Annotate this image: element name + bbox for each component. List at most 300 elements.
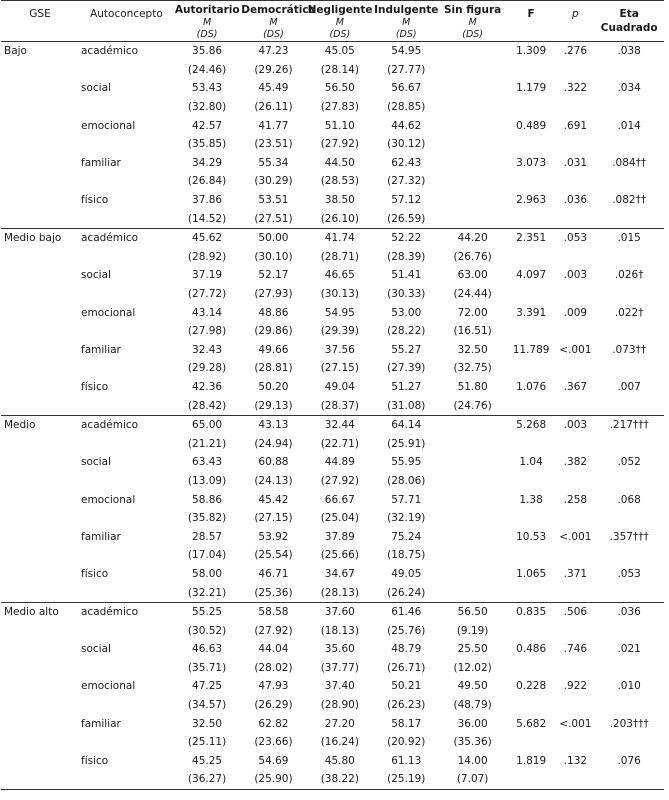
table-row-sd (1, 285, 664, 304)
autoconcepto-cell: académico (79, 228, 174, 247)
mean-cell: 55.27 (391, 343, 422, 356)
autoconcepto-cell: familiar (81, 343, 121, 356)
gse-cell (1, 378, 79, 397)
f-cell-empty (506, 733, 557, 752)
mean-cell: 37.40 (324, 680, 355, 693)
eta-cell-empty (594, 172, 664, 191)
mean-cell: 27.20 (324, 717, 355, 730)
mean-cell: 37.86 (192, 194, 223, 207)
mean-cell: 45.05 (307, 42, 373, 61)
sd-cell: (28.71) (320, 250, 359, 263)
mean-cell (439, 191, 505, 210)
sd-cell: (31.08) (373, 396, 439, 415)
f-cell-empty (506, 322, 557, 341)
sd-cell (439, 472, 505, 491)
mean-cell: 55.95 (391, 456, 422, 469)
table-row-sd (1, 696, 664, 715)
table-row (1, 42, 664, 61)
table-row (1, 116, 664, 135)
table-row (1, 453, 664, 472)
eta-cell: .021 (617, 643, 641, 656)
eta-cell: .010 (617, 680, 641, 693)
sd-cell: (27.32) (387, 175, 426, 188)
sd-cell: (28.02) (254, 661, 293, 674)
gse-cell (1, 154, 79, 173)
sd-cell: (18.75) (387, 549, 426, 562)
eta-cell-empty (594, 359, 664, 378)
f-cell-empty (506, 509, 557, 528)
mean-cell: 55.34 (258, 156, 289, 169)
autoconcepto-cell: social (81, 269, 111, 282)
sd-cell: (27.51) (240, 209, 306, 228)
mean-cell: 65.00 (174, 415, 240, 434)
sd-cell: (24.13) (254, 474, 293, 487)
table-row-sd (1, 172, 664, 191)
sd-cell: (32.19) (387, 512, 426, 525)
gse-cell-empty (1, 285, 79, 304)
autoconcepto-cell-empty (79, 472, 174, 491)
gse-cell-empty (1, 172, 79, 191)
sd-cell: (26.29) (254, 699, 293, 712)
sd-cell: (23.66) (254, 736, 293, 749)
mean-cell (439, 453, 505, 472)
f-cell: 3.391 (516, 306, 547, 319)
gse-cell: Medio (1, 415, 79, 434)
mean-cell (439, 415, 505, 434)
mean-cell: 62.82 (258, 717, 289, 730)
mean-cell: 37.56 (324, 343, 355, 356)
table-row (1, 341, 664, 360)
f-cell: 1.38 (519, 493, 543, 506)
gse-cell-empty (1, 135, 79, 154)
eta-cell-empty (594, 322, 664, 341)
sd-cell: (28.06) (387, 474, 426, 487)
mean-cell (439, 565, 505, 584)
f-cell: 2.351 (506, 228, 557, 247)
sd-cell: (25.66) (320, 549, 359, 562)
eta-cell: .007 (617, 380, 641, 393)
mean-cell (439, 79, 505, 98)
autoconcepto-cell: académico (79, 602, 174, 621)
sd-cell: (25.91) (387, 437, 426, 450)
sd-cell: (29.86) (254, 325, 293, 338)
mean-cell: 43.13 (240, 415, 306, 434)
mean-cell: 44.20 (439, 228, 505, 247)
sd-cell: (28.85) (387, 101, 426, 114)
eta-cell: .073†† (612, 343, 647, 356)
table-row-sd (1, 434, 664, 453)
p-cell: .371 (563, 567, 588, 580)
gse-cell (1, 341, 79, 360)
autoconcepto-cell: académico (79, 415, 174, 434)
sd-cell: (35.85) (187, 138, 227, 151)
gse-cell (1, 490, 79, 509)
f-cell: 1.819 (516, 754, 547, 767)
table-row-sd (1, 733, 664, 752)
sd-cell: (25.90) (240, 770, 306, 789)
gse-cell-empty (1, 583, 79, 602)
mean-cell: 50.20 (258, 380, 289, 393)
gse-cell (1, 116, 79, 135)
f-cell-empty (506, 434, 557, 453)
mean-cell: 54.69 (258, 754, 289, 767)
sd-cell: (27.83) (320, 101, 359, 114)
p-cell: .053 (556, 228, 594, 247)
sd-cell: (29.39) (320, 325, 359, 338)
table-row (1, 303, 664, 322)
mean-cell: 32.50 (457, 343, 488, 356)
p-cell-empty (556, 135, 594, 154)
sd-cell: (28.14) (320, 63, 359, 76)
mean-cell: 57.12 (391, 194, 422, 207)
mean-cell: 34.67 (324, 567, 355, 580)
autoconcepto-cell-empty (79, 583, 174, 602)
eta-cell-empty (594, 696, 664, 715)
eta-cell: .203††† (609, 717, 649, 730)
sd-cell: (26.71) (387, 661, 426, 674)
gse-cell-empty (1, 621, 79, 640)
mean-cell: 49.04 (324, 380, 355, 393)
f-cell: 2.963 (516, 194, 547, 207)
eta-cell-empty (594, 472, 664, 491)
autoconcepto-cell: académico (79, 42, 174, 61)
p-cell: .009 (563, 306, 588, 319)
sd-cell: (25.76) (387, 624, 426, 637)
mean-cell: 48.79 (391, 643, 422, 656)
sd-cell: (30.13) (320, 288, 359, 301)
autoconcepto-cell: emocional (81, 680, 136, 693)
sd-cell (439, 172, 505, 191)
sd-cell: (28.81) (254, 362, 293, 375)
p-cell: .322 (563, 82, 588, 95)
sd-cell: (35.82) (187, 512, 227, 525)
mean-cell: 49.50 (457, 680, 488, 693)
gse-cell (1, 565, 79, 584)
eta-cell-empty (594, 659, 664, 678)
gse-cell-empty (1, 248, 79, 267)
mean-cell: 53.51 (258, 194, 289, 207)
sd-cell: (24.94) (254, 437, 293, 450)
gse-cell-empty (1, 659, 79, 678)
f-cell-empty (506, 172, 557, 191)
eta-cell: .034 (617, 82, 641, 95)
eta-cell-empty (594, 135, 664, 154)
sd-cell: (32.75) (453, 362, 492, 375)
mean-cell: 52.22 (373, 228, 439, 247)
f-cell-empty (506, 135, 557, 154)
mean-cell: 58.58 (240, 602, 306, 621)
sd-cell: (25.19) (373, 770, 439, 789)
autoconcepto-cell-empty (79, 509, 174, 528)
f-cell: 1.04 (519, 456, 543, 469)
sd-cell: (9.19) (456, 624, 489, 637)
gse-cell-empty (1, 696, 79, 715)
mean-cell: 45.62 (174, 228, 240, 247)
eta-cell: .014 (617, 119, 641, 132)
autoconcepto-cell-empty (79, 733, 174, 752)
sd-cell: (16.24) (320, 736, 359, 749)
mean-cell: 42.36 (192, 380, 223, 393)
gse-cell (1, 79, 79, 98)
mean-cell: 56.50 (439, 602, 505, 621)
mean-cell: 14.00 (457, 754, 488, 767)
f-cell-empty (506, 98, 557, 117)
eta-cell: .082†† (612, 194, 647, 207)
mean-cell: 61.13 (391, 754, 422, 767)
table-row-sd (1, 135, 664, 154)
p-cell-empty (556, 434, 594, 453)
eta-cell: .068 (617, 493, 641, 506)
mean-cell (439, 527, 505, 546)
eta-cell-empty (594, 285, 664, 304)
sd-cell (439, 98, 505, 117)
sd-cell: (27.93) (254, 288, 293, 301)
p-cell: .691 (563, 119, 588, 132)
autoconcepto-cell: social (81, 82, 111, 95)
sd-cell: (27.15) (320, 362, 359, 375)
mean-cell: 51.10 (324, 119, 355, 132)
sd-cell: (25.36) (240, 583, 306, 602)
autoconcepto-cell-empty (79, 659, 174, 678)
f-cell: 0.835 (506, 602, 557, 621)
table-row (1, 228, 664, 247)
sd-cell (439, 509, 505, 528)
p-cell: .258 (563, 493, 588, 506)
p-cell-empty (556, 509, 594, 528)
mean-cell: 51.41 (391, 269, 422, 282)
sd-cell (439, 546, 505, 565)
f-cell-empty (506, 583, 557, 602)
eta-cell: .084†† (612, 156, 647, 169)
sd-cell: (28.22) (387, 325, 426, 338)
table-row-sd (1, 209, 664, 228)
autoconcepto-cell: físico (81, 194, 109, 207)
gse-cell-empty (1, 434, 79, 453)
gse-cell (1, 640, 79, 659)
table-row-sd (1, 322, 664, 341)
table-row-sd (1, 98, 664, 117)
sd-cell: (27.39) (387, 362, 426, 375)
sd-cell: (29.26) (254, 63, 293, 76)
autoconcepto-cell-empty (79, 248, 174, 267)
autoconcepto-cell: social (81, 456, 111, 469)
table-row (1, 79, 664, 98)
gse-cell (1, 752, 79, 771)
autoconcepto-cell: emocional (81, 306, 136, 319)
p-cell-empty (556, 61, 594, 80)
mean-cell: 45.49 (258, 82, 289, 95)
gse-cell-empty (1, 733, 79, 752)
autoconcepto-cell-empty (79, 135, 174, 154)
mean-cell: 36.00 (457, 717, 488, 730)
mean-cell: 63.00 (457, 269, 488, 282)
f-cell: 3.073 (516, 156, 547, 169)
eta-cell-empty (594, 248, 664, 267)
sd-cell: (26.76) (453, 250, 492, 263)
sd-cell: (30.12) (387, 138, 426, 151)
p-cell: .132 (563, 754, 588, 767)
mean-cell: 35.86 (174, 42, 240, 61)
p-cell: <.001 (559, 343, 592, 356)
sd-cell: (28.92) (187, 250, 227, 263)
f-cell-empty (506, 472, 557, 491)
autoconcepto-cell-empty (79, 98, 174, 117)
f-cell-empty (506, 696, 557, 715)
sd-cell: (24.44) (453, 288, 492, 301)
p-cell-empty (556, 546, 594, 565)
mean-cell: 46.65 (324, 269, 355, 282)
autoconcepto-cell: emocional (81, 493, 136, 506)
mean-cell: 47.23 (240, 42, 306, 61)
sd-cell: (25.11) (187, 736, 227, 749)
sd-cell: (28.53) (320, 175, 359, 188)
mean-cell: 75.24 (391, 530, 422, 543)
header-style-negligente: Negligente M (DS) (307, 4, 373, 40)
table-header-row (1, 1, 664, 42)
sd-cell: (26.24) (373, 583, 439, 602)
sd-cell: (27.92) (320, 474, 359, 487)
autoconcepto-cell: emocional (81, 119, 136, 132)
header-f: F (527, 8, 535, 20)
eta-cell: .076 (617, 754, 641, 767)
f-cell-empty (506, 770, 557, 789)
p-cell: .922 (563, 680, 588, 693)
mean-cell: 44.04 (258, 643, 289, 656)
p-cell-empty (556, 209, 594, 228)
sd-cell: (35.36) (453, 736, 492, 749)
sd-cell: (24.46) (187, 63, 227, 76)
autoconcepto-cell-empty (79, 621, 174, 640)
eta-cell-empty (594, 546, 664, 565)
gse-cell-empty (1, 209, 79, 228)
f-cell-empty (506, 209, 557, 228)
autoconcepto-cell-empty (79, 696, 174, 715)
gse-cell-empty (1, 98, 79, 117)
p-cell: <.001 (559, 717, 592, 730)
table-row (1, 154, 664, 173)
mean-cell: 48.86 (258, 306, 289, 319)
mean-cell: 32.50 (192, 717, 223, 730)
f-cell-empty (506, 359, 557, 378)
header-eta: Eta Cuadrado (600, 8, 658, 34)
sd-cell (439, 135, 505, 154)
mean-cell (439, 154, 505, 173)
header-gse: GSE (29, 8, 51, 20)
eta-cell-empty (594, 733, 664, 752)
mean-cell: 55.25 (174, 602, 240, 621)
sd-cell: (36.27) (174, 770, 240, 789)
gse-cell (1, 453, 79, 472)
table-row-sd (1, 359, 664, 378)
mean-cell: 35.60 (324, 643, 355, 656)
gse-cell-empty (1, 322, 79, 341)
table-row-sd (1, 621, 664, 640)
eta-cell: .217††† (594, 415, 664, 434)
mean-cell: 42.57 (192, 119, 223, 132)
sd-cell: (30.52) (187, 624, 227, 637)
gse-cell (1, 191, 79, 210)
mean-cell: 58.86 (192, 493, 223, 506)
mean-cell: 45.25 (192, 754, 223, 767)
sd-cell: (30.33) (387, 288, 426, 301)
sd-cell: (17.04) (187, 549, 227, 562)
mean-cell (439, 116, 505, 135)
f-cell: 0.228 (516, 680, 547, 693)
mean-cell: 72.00 (457, 306, 488, 319)
mean-cell: 46.63 (192, 643, 223, 656)
p-cell: .036 (563, 194, 588, 207)
sd-cell (439, 583, 505, 602)
mean-cell: 50.21 (391, 680, 422, 693)
p-cell: .003 (556, 415, 594, 434)
eta-cell-empty (594, 61, 664, 80)
p-cell: .367 (563, 380, 588, 393)
header-style-sin-figura: Sin figura M (DS) (443, 4, 502, 40)
f-cell-empty (506, 61, 557, 80)
gse-cell (1, 677, 79, 696)
eta-cell-empty (594, 209, 664, 228)
gse-cell-empty (1, 770, 79, 789)
autoconcepto-cell: físico (81, 380, 109, 393)
sd-cell: (26.10) (307, 209, 373, 228)
table-row (1, 565, 664, 584)
mean-cell: 37.19 (192, 269, 223, 282)
autoconcepto-cell: social (81, 643, 111, 656)
p-cell-empty (556, 659, 594, 678)
autoconcepto-cell-empty (79, 396, 174, 415)
table-row (1, 378, 664, 397)
table-row-sd (1, 509, 664, 528)
gse-cell-empty (1, 546, 79, 565)
table-row (1, 266, 664, 285)
mean-cell: 44.50 (324, 156, 355, 169)
mean-cell: 57.71 (391, 493, 422, 506)
p-cell: .276 (556, 42, 594, 61)
mean-cell: 51.27 (391, 380, 422, 393)
sd-cell: (13.09) (187, 474, 227, 487)
eta-cell: .053 (617, 567, 641, 580)
sd-cell (439, 209, 505, 228)
f-cell-empty (506, 396, 557, 415)
mean-cell: 61.46 (373, 602, 439, 621)
sd-cell: (48.79) (453, 699, 492, 712)
gse-cell (1, 266, 79, 285)
mean-cell: 63.43 (192, 456, 223, 469)
eta-cell-empty (594, 509, 664, 528)
table-row (1, 752, 664, 771)
mean-cell: 43.14 (192, 306, 223, 319)
sd-cell: (30.10) (254, 250, 293, 263)
table-row (1, 602, 664, 621)
sd-cell: (23.51) (254, 138, 293, 151)
p-cell-empty (556, 285, 594, 304)
sd-cell: (28.90) (320, 699, 359, 712)
results-table (1, 0, 664, 790)
eta-cell-empty (594, 770, 664, 789)
table-row-sd (1, 396, 664, 415)
gse-cell (1, 303, 79, 322)
f-cell: 1.309 (506, 42, 557, 61)
mean-cell: 53.92 (258, 530, 289, 543)
p-cell: <.001 (559, 530, 592, 543)
sd-cell: (24.76) (439, 396, 505, 415)
gse-cell: Medio bajo (1, 228, 79, 247)
autoconcepto-cell-empty (79, 209, 174, 228)
sd-cell: (35.71) (187, 661, 227, 674)
mean-cell: 34.29 (192, 156, 223, 169)
mean-cell (439, 42, 505, 61)
table-row-sd (1, 248, 664, 267)
